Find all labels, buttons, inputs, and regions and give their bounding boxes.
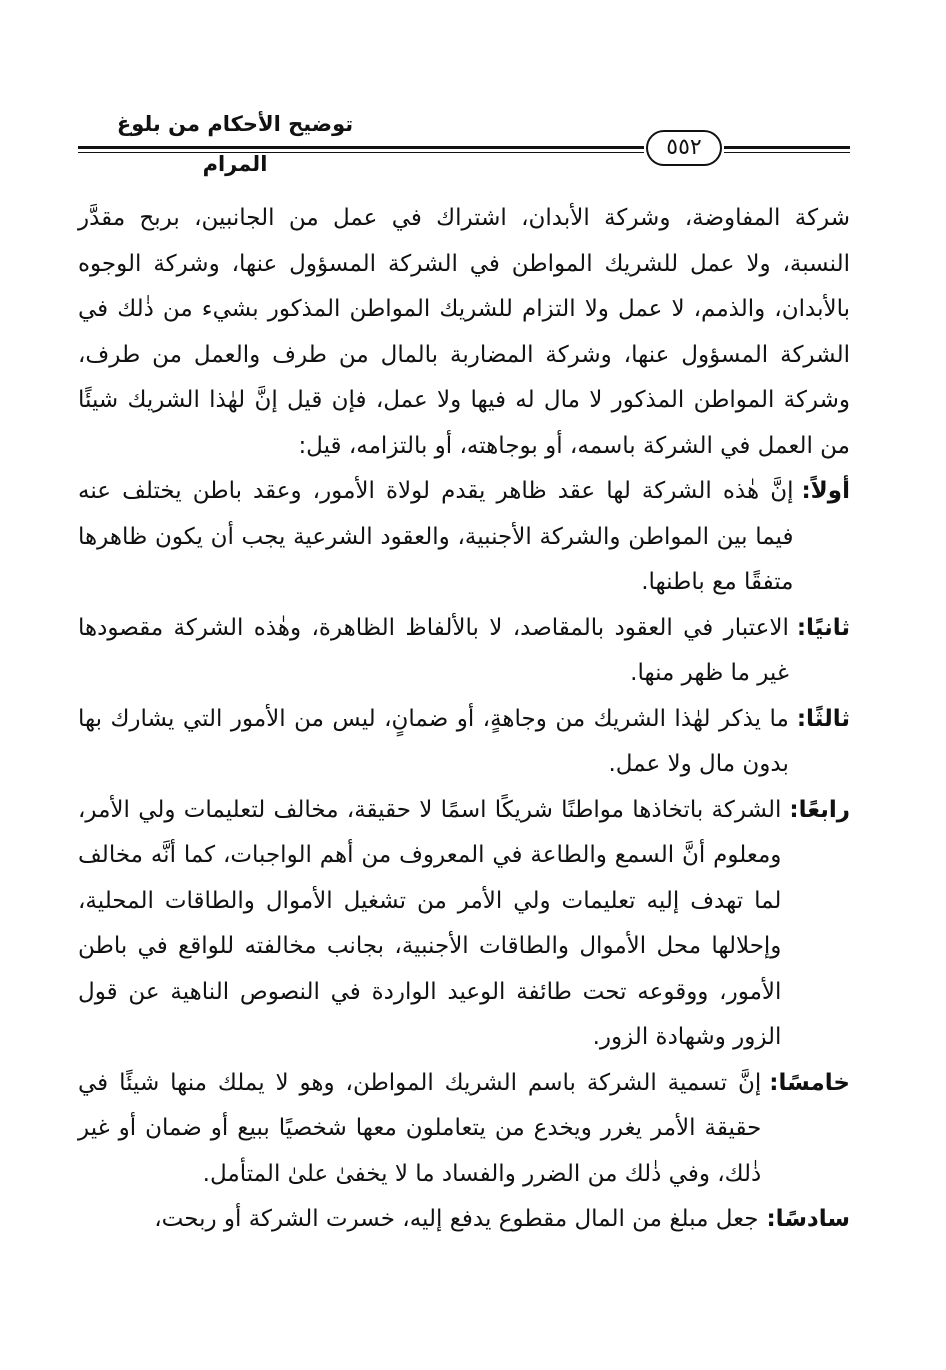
item-label: سادسًا: (766, 1206, 850, 1232)
running-title: توضيح الأحكام من بلوغ المرام (116, 112, 354, 176)
item-text: إنَّ تسمية الشركة باسم الشريك المواطن، وهو لا يملك منها شيئًا في حقيقة الأمر يغرر ويخدع من يتعاملون معها شخصيًا ببيع أو ضمان أو غير ذٰلك، وفي ذٰلك من الضرر والفساد ما لا يخفىٰ علىٰ المتأمل. (78, 1069, 762, 1187)
item-label: ثالثًا: (796, 705, 850, 732)
page-number: ٥٥٢ (646, 130, 722, 166)
item-text: إنَّ هٰذه الشركة لها عقد ظاهر يقدم لولاة الأمور، وعقد باطن يختلف عنه فيما بين المواطن والشركة الأجنبية، والعقود الشرعية يجب أن يكون ظاهرها متفقًا مع باطنها. (78, 478, 794, 595)
header-rule-thin (78, 152, 644, 153)
item-text: الاعتبار في العقود بالمقاصد، لا بالألفاظ الظاهرة، وهٰذه الشركة مقصودها غير ما ظهر منها. (78, 614, 789, 686)
list-item-second (78, 606, 850, 697)
item-label: خامسًا: (769, 1069, 850, 1096)
list-item-first (78, 469, 850, 606)
list-item-third (78, 697, 850, 788)
header-rule-thick-right (724, 146, 850, 149)
item-text: جعل مبلغ من المال مقطوع يدفع إليه، خسرت الشركة أو ربحت، (154, 1206, 759, 1232)
item-label: رابعًا: (789, 796, 850, 823)
item-label: ثانيًا: (796, 614, 850, 641)
header-rule-thick (78, 146, 644, 149)
list-item-fifth (78, 1061, 850, 1198)
list-item-sixth (78, 1197, 850, 1243)
item-label: أولاً: (801, 478, 850, 504)
item-text: ما يذكر لهٰذا الشريك من وجاهةٍ، أو ضمانٍ، ليس من الأمور التي يشارك بها بدون مال ولا عمل. (78, 705, 789, 777)
item-text: الشركة باتخاذها مواطنًا شريكًا اسمًا لا حقيقة، مخالف لتعليمات ولي الأمر، ومعلوم أنَّ السمع والطاعة في المعروف من أهم الواجبات، كما أنَّه مخالف لما تهدف إليه تعليمات ولي الأمر من تشغيل الأموال والطاقات المحلية، وإحلالها محل الأموال والطاقات الأجنبية، بجانب مخالفته للواقع في باطن الأمور، ووقوعه تحت طائفة الوعيد الواردة في النصوص الناهية عن قول الزور وشهادة الزور. (78, 796, 782, 1050)
header-rule-thin-right (724, 152, 850, 153)
list-item-fourth (78, 788, 850, 1061)
intro-paragraph: شركة المفاوضة، وشركة الأبدان، اشتراك في عمل من الجانبين، بربح مقدَّر النسبة، ولا عمل للشريك المواطن في الشركة المسؤول عنها، وشركة الوجوه بالأبدان، والذمم، لا عمل ولا التزام للشريك المواطن المذكور بشيء من ذٰلك في الشركة المسؤول عنها، وشركة المضاربة بالمال من طرف والعمل من طرف، وشركة المواطن المذكور لا مال له فيها ولا عمل، فإن قيل إنَّ لهٰذا الشريك شيئًا من العمل في الشركة باسمه، أو بوجاهته، أو بالتزامه، قيل: (78, 205, 850, 459)
page-body (78, 196, 850, 1243)
